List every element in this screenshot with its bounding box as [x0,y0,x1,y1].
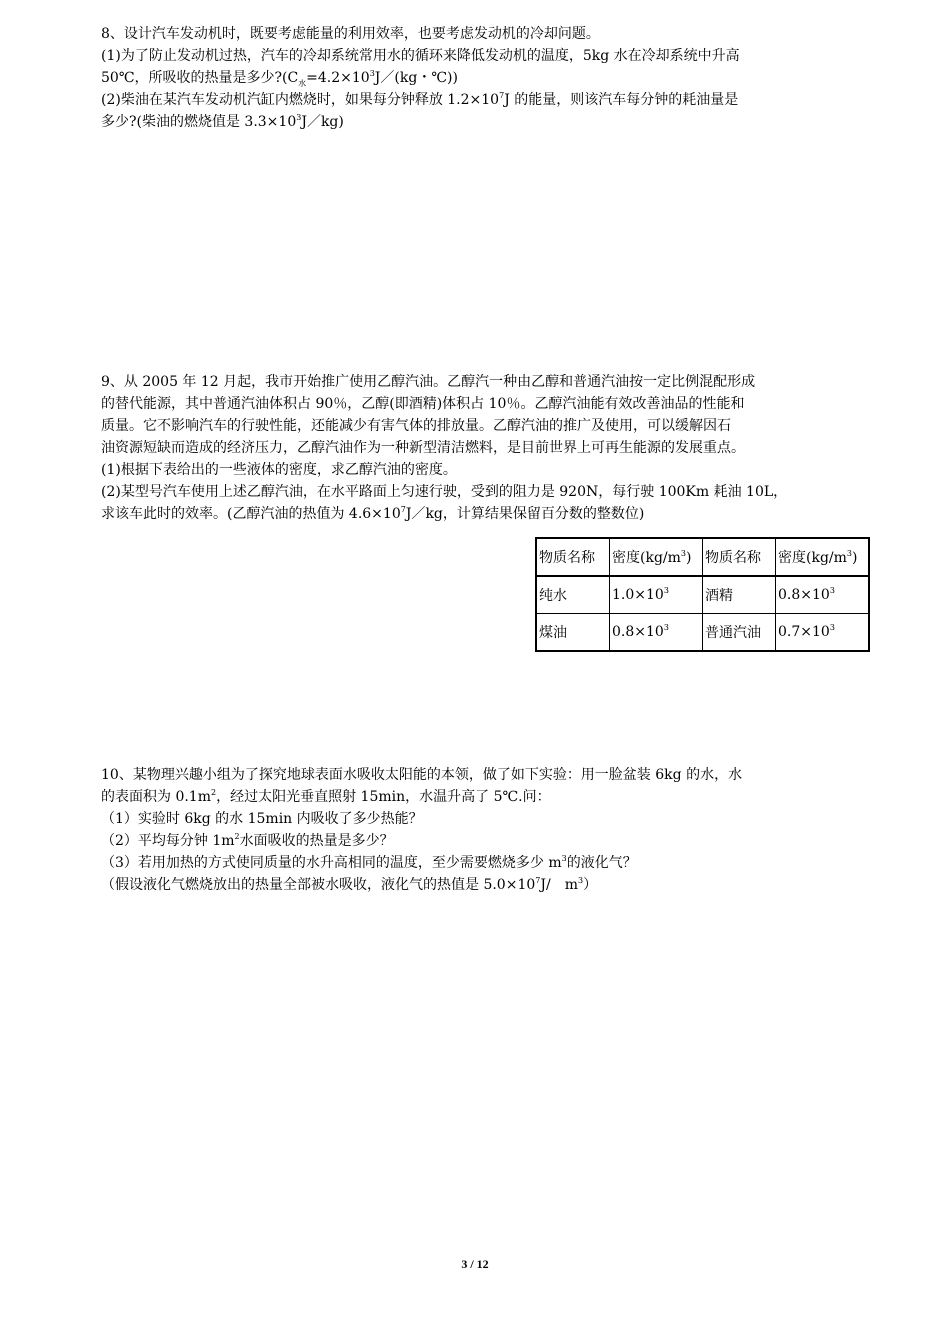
table-cell: 纯水 [536,576,610,614]
table-cell: $0.8\times 10^3$ [776,576,870,614]
table-cell: $0.8\times 10^3$ [610,614,703,652]
q8-line-3: 50℃，所吸收的热量是多少$?(C_水=4.2\times 10^3J/(kg$・℃)) [101,69,458,88]
q9-line-3: 质量。它不影响汽车的行驶性能，还能减少有害气体的排放量。乙醇汽油的推广及使用，可以缓解因石 [101,418,731,434]
q9-line-7: 求该车此时的效率。(乙醇汽油的热值为 $4.6\times 10^7J/kg$，计算结果保留百分数的整数位) [101,505,645,522]
table-header-cell: 物质名称 [703,538,776,576]
table-cell: 煤油 [536,614,610,652]
q10-line-3: （1）实验时 6kg 的水 15min 内吸收了多少热能？ [101,811,423,827]
q9-line-5: (1)根据下表给出的一些液体的密度，求乙醇汽油的密度。 [101,462,457,478]
table-cell: 普通汽油 [703,614,776,652]
q10-line-2: 的表面积为 $0.1m^2$，经过太阳光垂直照射 15min，水温升高了 5℃.问： [101,788,551,805]
q8-line-4: (2)柴油在某汽车发动机汽缸内燃烧时，如果每分钟释放 $1.2\times 10^7J$ 的能量，则该汽车每分钟的耗油量是 [101,91,739,108]
table-header-cell: 密度$(kg/m^3)$ [610,538,703,576]
table-row [536,576,869,614]
density-table [535,537,870,652]
q9-line-2: 的替代能源，其中普通汽油体积占 90％，乙醇(即酒精)体积占 10％。乙醇汽油能有效改善油品的性能和 [101,396,745,412]
q9-line-6: (2)某型号汽车使用上述乙醇汽油，在水平路面上匀速行驶，受到的阻力是 920N，每行驶 100Km 耗油 10L， [101,484,788,500]
table-row [536,538,869,576]
table-cell: $1.0\times 10^3$ [610,576,703,614]
table-header-cell: 密度$(kg/m^3)$ [776,538,870,576]
table-cell: 酒精 [703,576,776,614]
table-row [536,614,869,652]
q9-line-4: 油资源短缺而造成的经济压力，乙醇汽油作为一种新型清洁燃料，是目前世界上可再生能源的发展重点。 [101,440,745,456]
q9-line-1: 9、从 2005 年 12 月起，我市开始推广使用乙醇汽油。乙醇汽一种由乙醇和普通汽油按一定比例混配形成 [101,374,756,390]
q10-line-1: 10、某物理兴趣小组为了探究地球表面水吸收太阳能的本领，做了如下实验：用一脸盆装 6kg 的水，水 [101,767,743,783]
table-cell: $0.7\times 10^3$ [776,614,870,652]
q8-line-5: 多少?(柴油的燃烧值是 $3.3\times 10^3J/kg$) [101,113,344,130]
q10-line-4: （2）平均每分钟 $1m^2$水面吸收的热量是多少？ [101,832,394,849]
q10-line-5: （3）若用加热的方式使同质量的水升高相同的温度，至少需要燃烧多少 $m^3$的液化气？ [101,854,637,871]
q8-line-2: (1)为了防止发动机过热，汽车的冷却系统常用水的循环来降低发动机的温度，5kg 水在冷却系统中升高 [101,48,740,64]
page-number: 3 / 12 [461,1257,489,1271]
table-header-cell: 物质名称 [536,538,610,576]
q10-line-6: （假设液化气燃烧放出的热量全部被水吸收，液化气的热值是 $5.0\times 10^7J/$ $m^3$） [101,876,598,893]
q8-line-1: 8、设计汽车发动机时，既要考虑能量的利用效率，也要考虑发动机的冷却问题。 [101,26,600,42]
